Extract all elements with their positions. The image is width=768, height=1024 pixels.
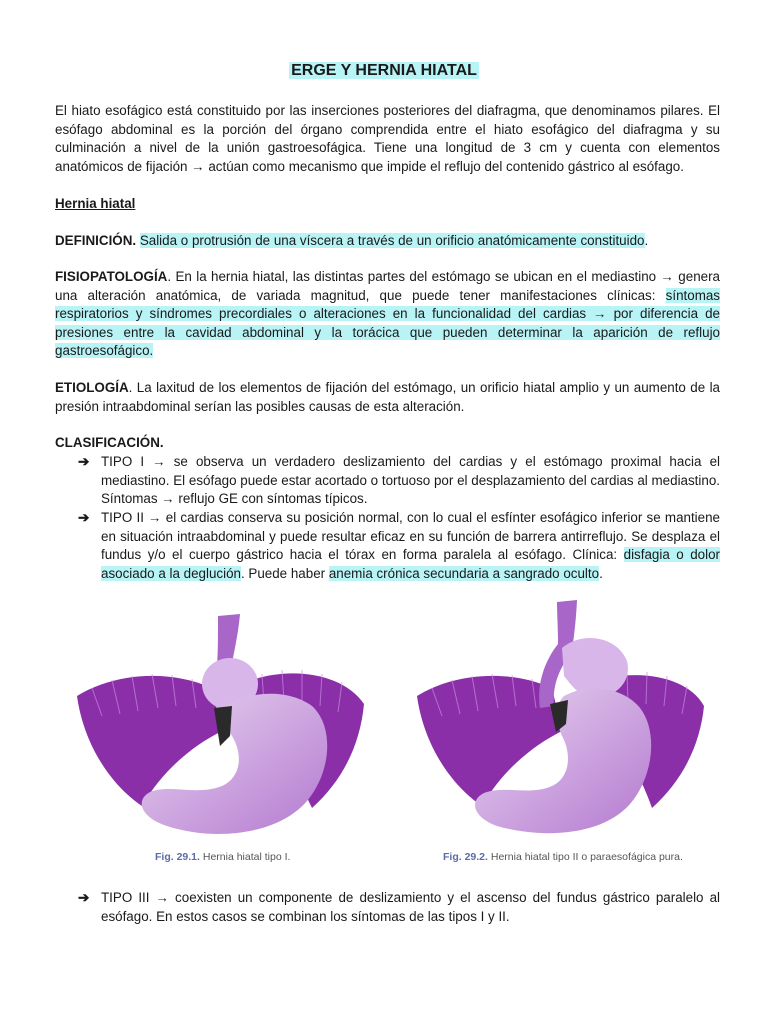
fisiopatologia-paragraph: FISIOPATOLOGÍA. En la hernia hiatal, las distintas partes del estómago se ubican en el mediastino → genera una alteración anatómica, de variada magnitud, que puede tener manifestaciones clínicas: síntomas respiratorios y síndromes precordiales o alteraciones en la funcionalidad del cardias → por diferencia de presiones entre la cavidad abdominal y la torácica que pueden determinar la aparición de reflujo gastroesofágico. [55, 269, 720, 359]
arrow-bullet-icon: ➔ [78, 510, 90, 525]
section-heading: Hernia hiatal [55, 196, 136, 211]
definicion-label: DEFINICIÓN. [55, 233, 137, 248]
clasificacion-heading: CLASIFICACIÓN. [55, 435, 164, 450]
list-item-tipo2: ➔ TIPO II → el cardias conserva su posición normal, con lo cual el esfínter esofágico inferior se mantiene en situación intraabdominal y puede resultar eficaz en su función de barrera antirreflujo. Se desplaza el fundus y/o el cuerpo gástrico hacia el tórax en forma paralela al esófago. Clínica: disfagia o dolor asociado a la deglución. Puede haber anemia crónica secundaria a sangrado oculto. [78, 510, 720, 581]
arrow-bullet-icon: ➔ [78, 454, 90, 469]
figure-caption-2: Fig. 29.2. Hernia hiatal tipo II o paraesofágica pura. [443, 851, 683, 863]
list-item-tipo3: ➔ TIPO III → coexisten un componente de deslizamiento y el ascenso del fundus gástrico paralelo al esófago. En estos casos se combinan los síntomas de las tipos I y II. [78, 890, 720, 924]
tipo2-highlight-anemia: anemia crónica secundaria a sangrado oculto [328, 565, 600, 581]
tipo2-highlight-disfagia: disfagia o dolor asociado a la deglución [101, 547, 720, 581]
list-item-tipo1: ➔ TIPO I → se observa un verdadero deslizamiento del cardias y el estómago proximal hacia el mediastino. El esófago puede estar acortado o tortuoso por el desplazamiento del cardias al mediastino. Síntomas → reflujo GE con síntomas típicos. [78, 454, 720, 507]
arrow-bullet-icon: ➔ [78, 890, 90, 905]
fisiopatologia-label: FISIOPATOLOGÍA [55, 269, 168, 284]
fisiopatologia-highlight: síntomas respiratorios y síndromes precordiales o alteraciones en la funcionalidad del cardias → por diferencia de presiones entre la cavidad abdominal y la torácica que pueden determinar la aparición de reflujo gastroesofágico. [55, 287, 720, 359]
etiologia-paragraph: ETIOLOGÍA. La laxitud de los elementos de fijación del estómago, un orificio hiatal amplio y un aumento de la presión intraabdominal serían las posibles causas de esta alteración. [55, 380, 720, 414]
definicion-text: Salida o protrusión de una víscera a través de un orificio anatómicamente constituido [139, 233, 645, 248]
diaphragm-left [77, 676, 222, 806]
figure-caption-1: Fig. 29.1. Hernia hiatal tipo I. [155, 851, 291, 863]
figure-hernia-tipo1 [72, 596, 372, 841]
figure-hernia-tipo2 [412, 596, 712, 841]
definicion-paragraph: DEFINICIÓN. Salida o protrusión de una víscera a través de un orificio anatómicamente constituido. [55, 233, 649, 248]
etiologia-label: ETIOLOGÍA [55, 380, 129, 395]
intro-paragraph: El hiato esofágico está constituido por las inserciones posteriores del diafragma, que denominamos pilares. El esófago abdominal es la porción del órgano comprendida entre el hiato esofágico del diafragma y su culminación a nivel de la unión gastroesofágica. Tiene una longitud de 3 cm y cuenta con elementos anatómicos de fijación → actúan como mecanismo que impide el reflujo del contenido gástrico al esófago. [55, 103, 720, 174]
page-title: ERGE Y HERNIA HIATAL [291, 62, 477, 79]
